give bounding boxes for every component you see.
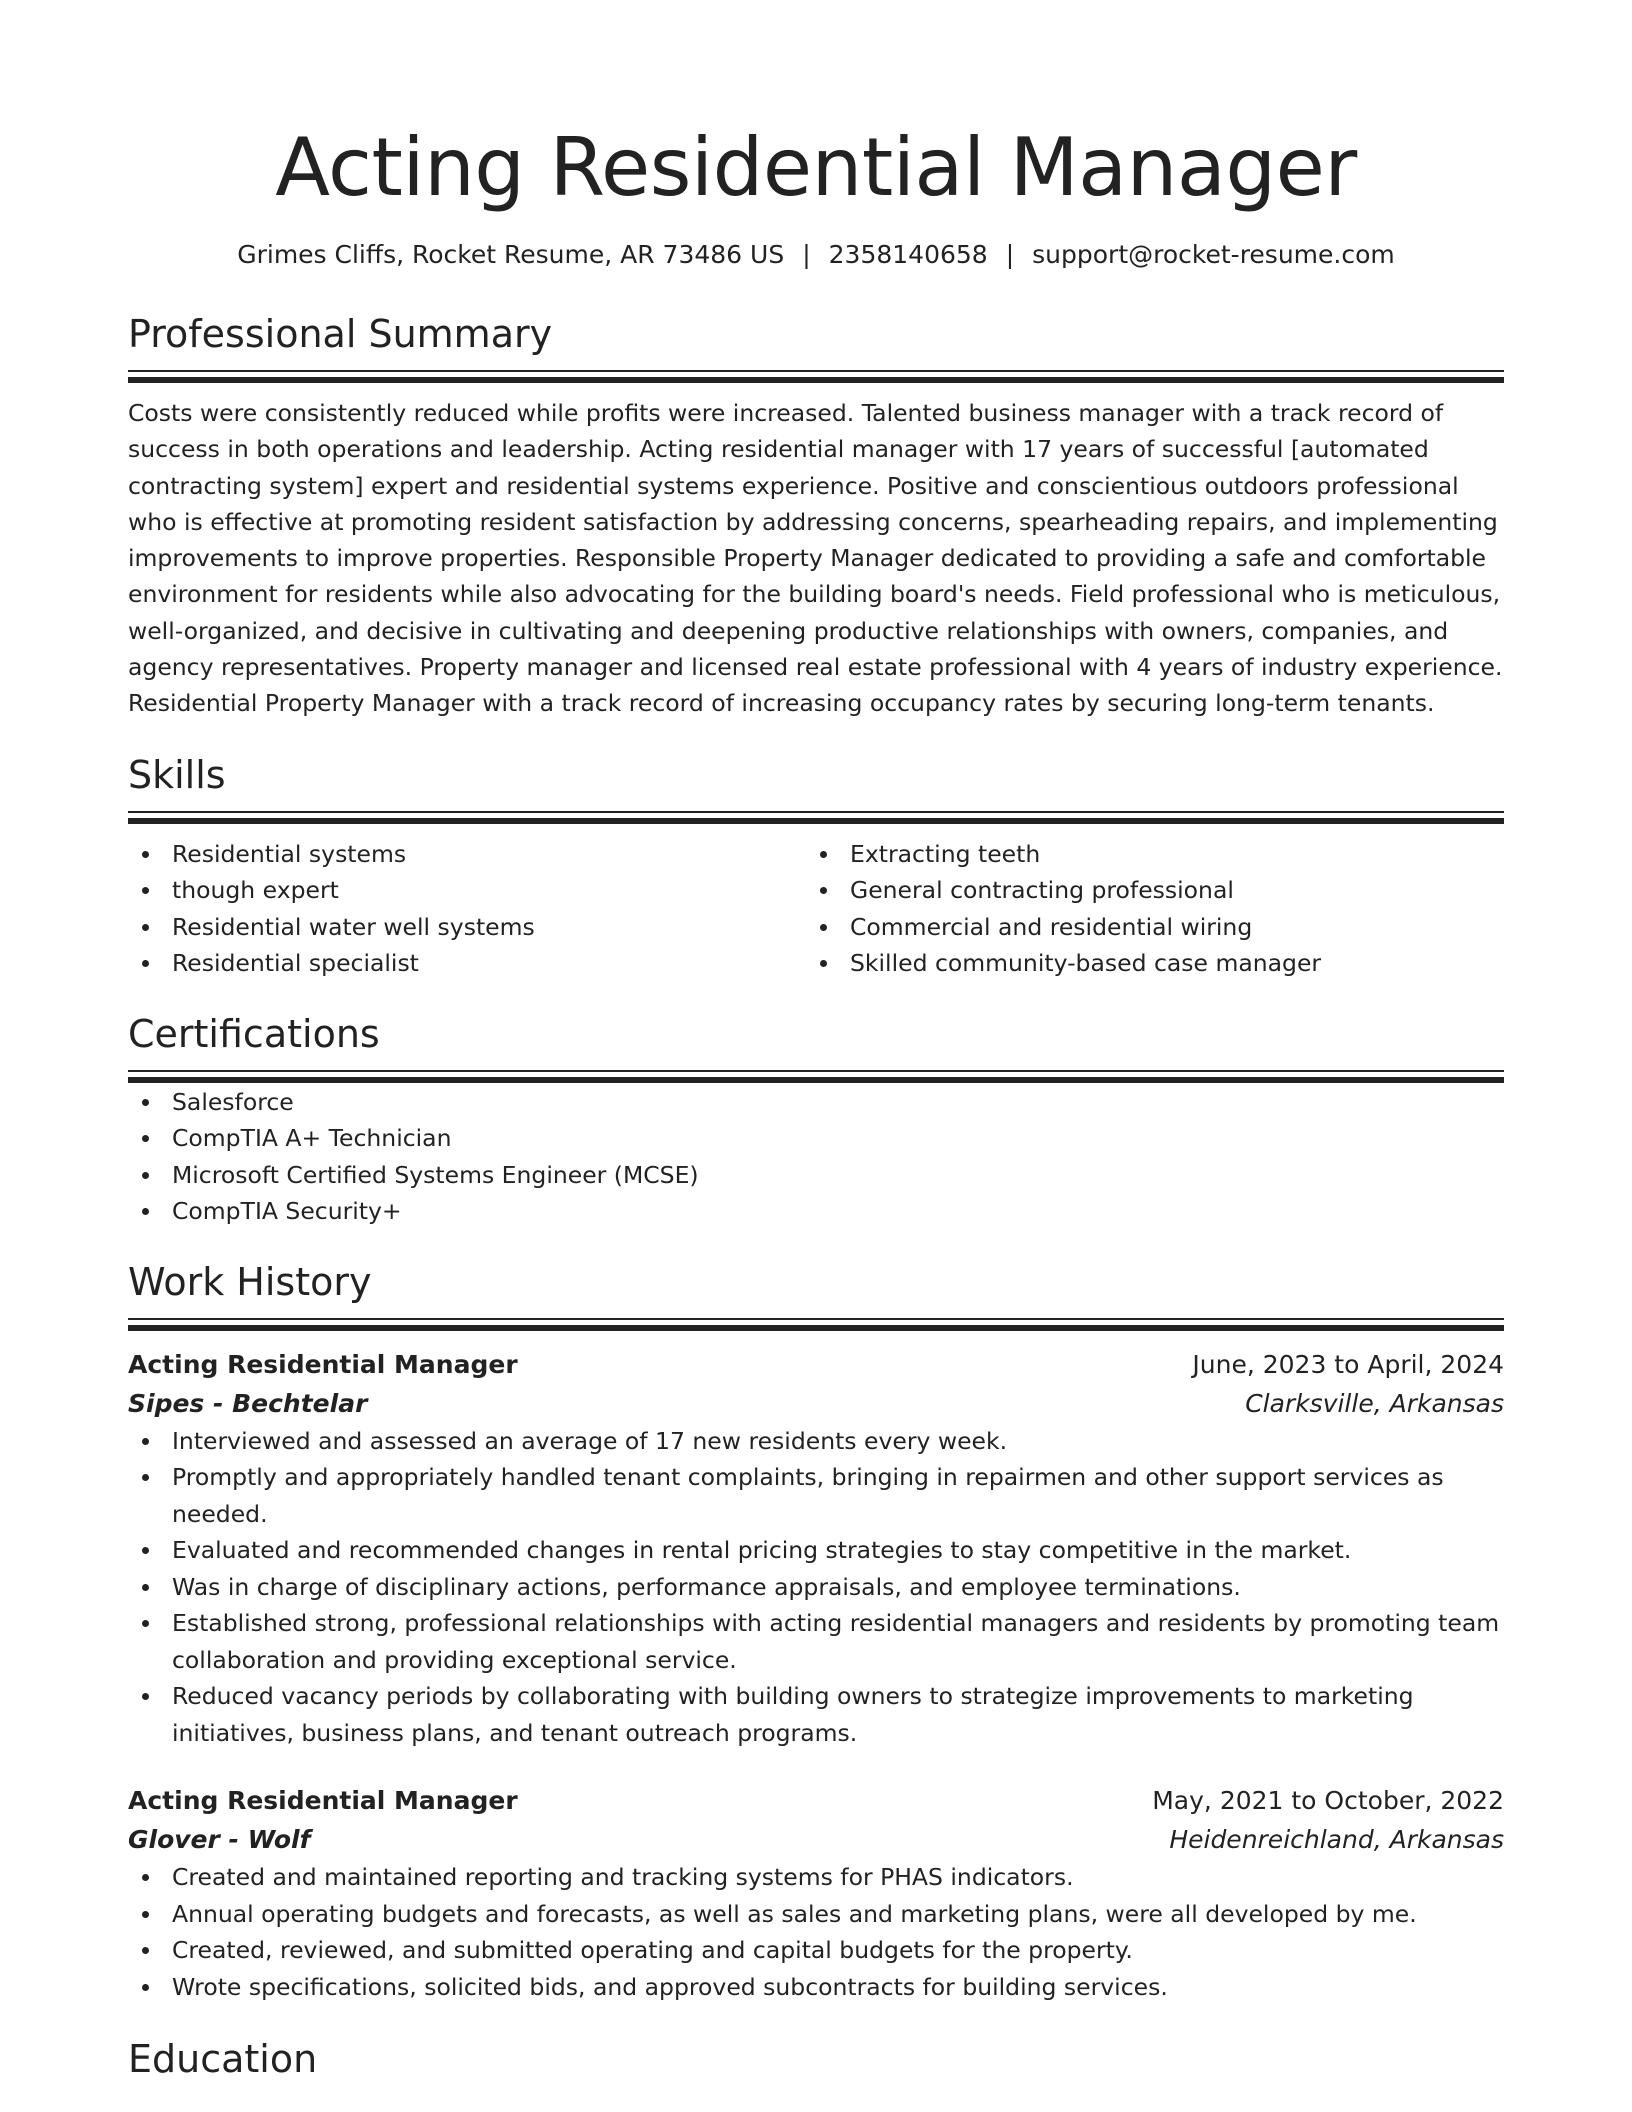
list-item: Microsoft Certified Systems Engineer (MCSE) [128, 1157, 1504, 1194]
job-company: Glover - Wolf [128, 1825, 311, 1855]
job-header-row [128, 1781, 1504, 1820]
list-item: Skilled community-based case manager [806, 945, 1484, 982]
contact-separator: | [802, 240, 811, 269]
section-divider [128, 811, 1504, 825]
list-item: Created and maintained reporting and tracking systems for PHAS indicators. [128, 1859, 1504, 1896]
contact-email: support@rocket-resume.com [1032, 240, 1395, 269]
job-company: Sipes - Bechtelar [128, 1388, 368, 1418]
list-item: Reduced vacancy periods by collaborating with building owners to strategize improvements to marketing initiatives, business plans, and tenant outreach programs. [128, 1678, 1504, 1751]
list-item: Annual operating budgets and forecasts, as well as sales and marketing plans, were all developed by me. [128, 1896, 1504, 1933]
contact-separator: | [1005, 240, 1015, 269]
list-item: General contracting professional [806, 872, 1484, 909]
section-title: Education [128, 2037, 318, 2082]
job-bullets [128, 1859, 1504, 2005]
list-item: Evaluated and recommended changes in rental pricing strategies to stay competitive in the market. [128, 1532, 1504, 1569]
job-title: Acting Residential Manager [128, 1349, 518, 1379]
education-section [128, 2035, 1504, 2083]
list-item: Residential specialist [128, 945, 806, 982]
list-item: Promptly and appropriately handled tenant complaints, bringing in repairmen and other support services as needed. [128, 1459, 1504, 1532]
summary-text: Costs were consistently reduced while profits were increased. Talented business manager with a track record of success in both operations and leadership. Acting residential manager with 17 years of successful [automated contracting system] expert and residential systems experience. Positive and conscientious outdoors professional who is effective at promoting resident satisfaction by addressing concerns, spearheading repairs, and implementing improvements to improve properties. Responsible Property Manager dedicated to providing a safe and comfortable environment for residents while also advocating for the building board's needs. Field professional who is meticulous, well-organized, and decisive in cultivating and deepening productive relationships with owners, companies, and agency representatives. Property manager and licensed real estate professional with 4 years of industry experience. Residential Property Manager with a track record of increasing occupancy rates by securing long-term tenants. [128, 399, 1503, 718]
resume-page [128, 0, 1504, 2083]
contact-phone: 2358140658 [828, 240, 988, 269]
list-item: Extracting teeth [806, 836, 1484, 873]
job-location: Heidenreichland, Arkansas [1169, 1825, 1504, 1855]
list-item: Residential water well systems [128, 909, 806, 946]
job-title: Acting Residential Manager [128, 1786, 518, 1816]
section-title: Skills [128, 752, 226, 797]
section-title: Certifications [128, 1011, 380, 1056]
list-item: Residential systems [128, 836, 806, 873]
section-title: Work History [128, 1259, 372, 1304]
list-item: Was in charge of disciplinary actions, performance appraisals, and employee terminations. [128, 1569, 1504, 1606]
section-divider [128, 1070, 1504, 1084]
certifications-list [128, 1084, 1504, 1230]
job-entry [128, 1781, 1504, 2005]
skills-column-right [806, 836, 1484, 982]
certifications-section [128, 1010, 1504, 1230]
list-item: Wrote specifications, solicited bids, and approved subcontracts for building services. [128, 1969, 1504, 2006]
list-item: Commercial and residential wiring [806, 909, 1484, 946]
skills-grid [128, 836, 1504, 982]
job-header-row [128, 1345, 1504, 1384]
skills-section [128, 751, 1504, 982]
job-company-row [128, 1820, 1504, 1859]
skills-column-left [128, 836, 806, 982]
job-company-row [128, 1384, 1504, 1423]
list-item: Established strong, professional relationships with acting residential managers and residents by promoting team collaboration and providing exceptional service. [128, 1605, 1504, 1678]
list-item: Created, reviewed, and submitted operating and capital budgets for the property. [128, 1932, 1504, 1969]
list-item: Interviewed and assessed an average of 17 new residents every week. [128, 1423, 1504, 1460]
job-dates: June, 2023 to April, 2024 [1192, 1349, 1504, 1379]
section-divider [128, 370, 1504, 384]
job-entry [128, 1345, 1504, 1752]
contact-address: Grimes Cliffs, Rocket Resume, AR 73486 US [237, 240, 785, 269]
list-item: Salesforce [128, 1084, 1504, 1121]
contact-line [128, 238, 1504, 272]
job-dates: May, 2021 to October, 2022 [1152, 1786, 1504, 1816]
list-item: CompTIA A+ Technician [128, 1120, 1504, 1157]
list-item: though expert [128, 872, 806, 909]
summary-section [128, 310, 1504, 722]
job-location: Clarksville, Arkansas [1245, 1388, 1504, 1418]
resume-name: Acting Residential Manager [275, 121, 1357, 214]
section-divider [128, 1318, 1504, 1332]
job-bullets [128, 1423, 1504, 1752]
list-item: CompTIA Security+ [128, 1193, 1504, 1230]
work-history-section [128, 1258, 1504, 2006]
section-title: Professional Summary [128, 312, 553, 356]
